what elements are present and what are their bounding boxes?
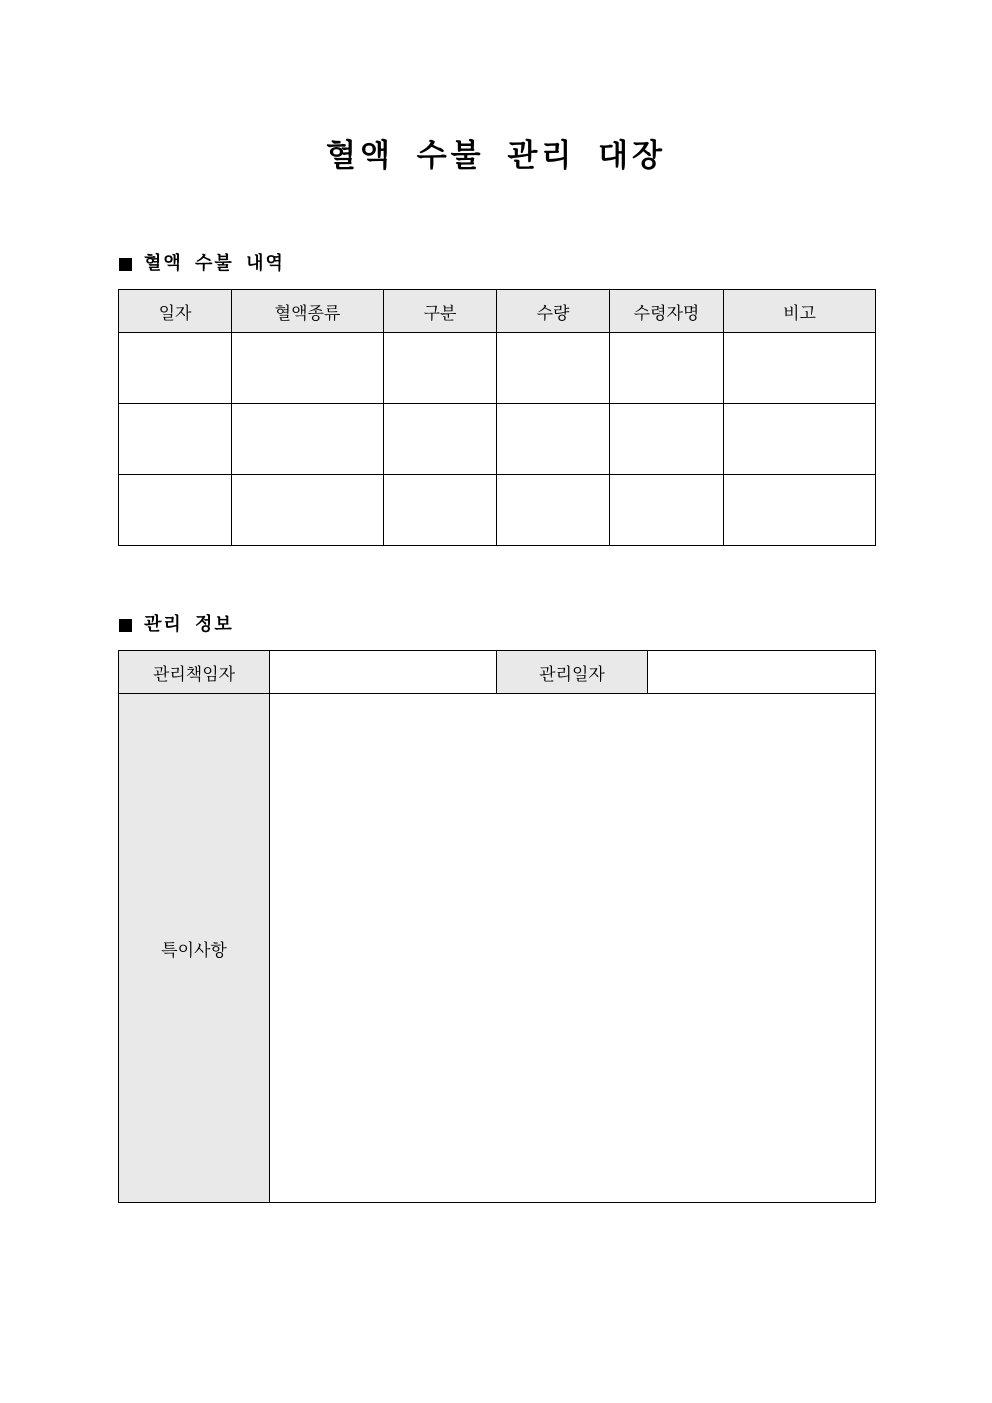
ledger-header-row <box>119 290 876 333</box>
cell-blood-type[interactable] <box>232 404 384 475</box>
column-header-date: 일자 <box>119 290 232 333</box>
cell-remarks[interactable] <box>724 333 876 404</box>
column-header-recipient: 수령자명 <box>610 290 724 333</box>
cell-recipient[interactable] <box>610 475 724 546</box>
notes-label: 특이사항 <box>119 694 270 1203</box>
column-header-category: 구분 <box>384 290 497 333</box>
cell-quantity[interactable] <box>497 404 610 475</box>
management-date-label: 관리일자 <box>497 651 648 694</box>
section-heading-management <box>119 613 234 637</box>
cell-category[interactable] <box>384 404 497 475</box>
management-info-table <box>118 650 876 1203</box>
cell-date[interactable] <box>119 404 232 475</box>
column-header-blood-type: 혈액종류 <box>232 290 384 333</box>
table-row <box>119 475 876 546</box>
square-bullet-icon <box>119 258 132 271</box>
notes-row <box>119 694 876 1203</box>
cell-date[interactable] <box>119 333 232 404</box>
cell-quantity[interactable] <box>497 475 610 546</box>
notes-value-cell[interactable] <box>270 694 876 1203</box>
cell-blood-type[interactable] <box>232 333 384 404</box>
management-date-value-cell[interactable] <box>648 651 876 694</box>
cell-category[interactable] <box>384 333 497 404</box>
square-bullet-icon <box>119 619 132 632</box>
manager-value-cell[interactable] <box>270 651 497 694</box>
ledger-table <box>118 289 876 546</box>
table-row <box>119 333 876 404</box>
cell-recipient[interactable] <box>610 333 724 404</box>
cell-quantity[interactable] <box>497 333 610 404</box>
section-heading-label: 관리 정보 <box>144 614 234 635</box>
column-header-quantity: 수량 <box>497 290 610 333</box>
table-row <box>119 404 876 475</box>
cell-date[interactable] <box>119 475 232 546</box>
column-header-remarks: 비고 <box>724 290 876 333</box>
document-title: 혈액 수불 관리 대장 <box>326 138 666 174</box>
cell-remarks[interactable] <box>724 475 876 546</box>
manager-row <box>119 651 876 694</box>
cell-recipient[interactable] <box>610 404 724 475</box>
cell-category[interactable] <box>384 475 497 546</box>
section-heading-ledger <box>119 252 285 276</box>
section-heading-label: 혈액 수불 내역 <box>144 253 285 274</box>
cell-remarks[interactable] <box>724 404 876 475</box>
manager-label: 관리책임자 <box>119 651 270 694</box>
cell-blood-type[interactable] <box>232 475 384 546</box>
